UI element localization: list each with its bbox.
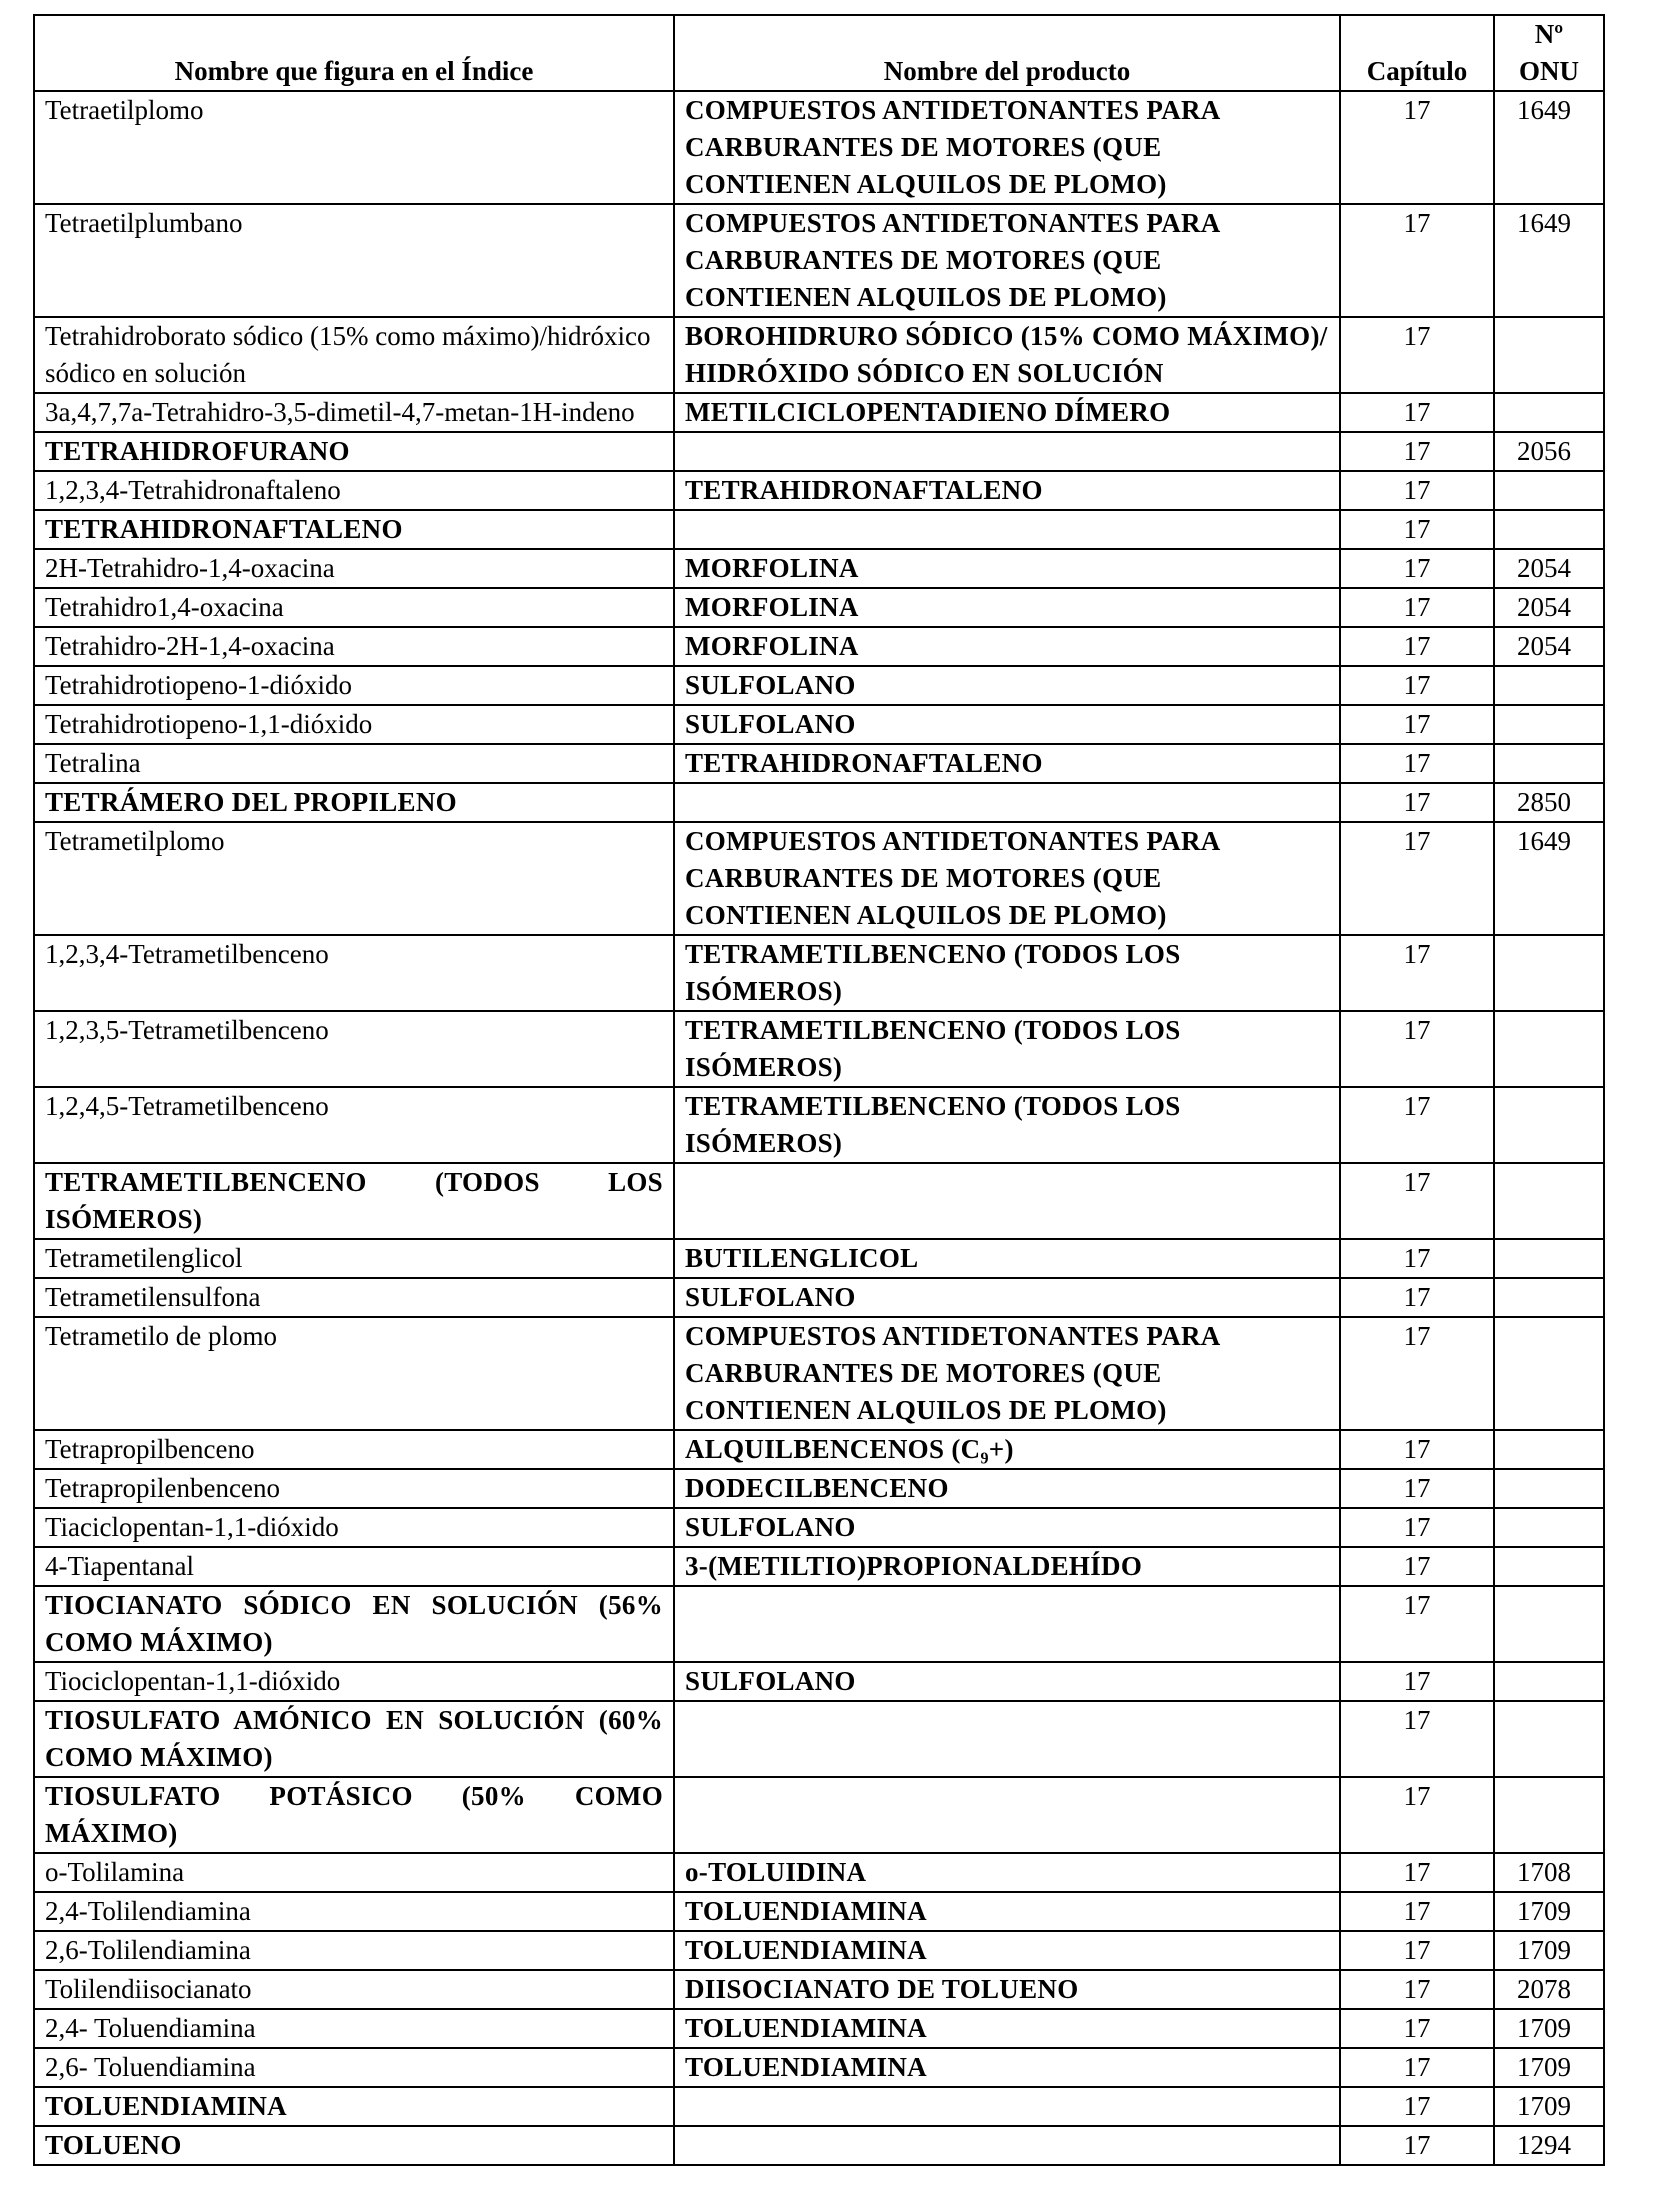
chapter-cell: 17	[1340, 822, 1494, 935]
un-number-cell: 2078	[1494, 1970, 1604, 2009]
un-number-cell: 2056	[1494, 432, 1604, 471]
chapter-cell: 17	[1340, 549, 1494, 588]
header-chapter: Capítulo	[1340, 15, 1494, 91]
chapter-cell: 17	[1340, 1163, 1494, 1239]
index-name-cell: Tiaciclopentan-1,1-dióxido	[34, 1508, 674, 1547]
un-number-cell	[1494, 1278, 1604, 1317]
index-name-cell: TOLUENDIAMINA	[34, 2087, 674, 2126]
index-name-cell: Tetraetilplumbano	[34, 204, 674, 317]
index-name-cell: 1,2,4,5-Tetrametilbenceno	[34, 1087, 674, 1163]
index-name-cell: Tetrametilensulfona	[34, 1278, 674, 1317]
un-number-cell	[1494, 1163, 1604, 1239]
table-row	[34, 2087, 1604, 2126]
table-row	[34, 705, 1604, 744]
un-number-cell: 1709	[1494, 1892, 1604, 1931]
table-row	[34, 666, 1604, 705]
chapter-cell: 17	[1340, 1508, 1494, 1547]
table-row	[34, 1239, 1604, 1278]
index-name-cell: Tetrametilo de plomo	[34, 1317, 674, 1430]
chapter-cell: 17	[1340, 204, 1494, 317]
un-number-cell: 1649	[1494, 822, 1604, 935]
un-number-cell: 1294	[1494, 2126, 1604, 2165]
table-row	[34, 91, 1604, 204]
un-number-cell: 2054	[1494, 549, 1604, 588]
index-name-cell: Tetrahidrotiopeno-1-dióxido	[34, 666, 674, 705]
table-row	[34, 204, 1604, 317]
table-row	[34, 822, 1604, 935]
table-row	[34, 1011, 1604, 1087]
product-name-cell: COMPUESTOS ANTIDETONANTES PARA CARBURANTES DE MOTORES (QUE CONTIENEN ALQUILOS DE PLOMO)	[674, 822, 1340, 935]
chapter-cell: 17	[1340, 1011, 1494, 1087]
un-number-cell	[1494, 1239, 1604, 1278]
header-product: Nombre del producto	[674, 15, 1340, 91]
un-number-cell	[1494, 744, 1604, 783]
product-name-cell: SULFOLANO	[674, 1662, 1340, 1701]
chapter-cell: 17	[1340, 1931, 1494, 1970]
index-name-cell: TIOSULFATO AMÓNICO EN SOLUCIÓN (60% COMO MÁXIMO)	[34, 1701, 674, 1777]
index-name-cell: o-Tolilamina	[34, 1853, 674, 1892]
product-name-cell: TOLUENDIAMINA	[674, 2048, 1340, 2087]
product-name-cell: SULFOLANO	[674, 1278, 1340, 1317]
index-name-cell: Tetrahidrotiopeno-1,1-dióxido	[34, 705, 674, 744]
table-row	[34, 1547, 1604, 1586]
table-row	[34, 432, 1604, 471]
un-number-cell	[1494, 1430, 1604, 1469]
chapter-cell: 17	[1340, 1469, 1494, 1508]
index-name-cell: 1,2,3,4-Tetrametilbenceno	[34, 935, 674, 1011]
index-name-cell: Tetrahidro-2H-1,4-oxacina	[34, 627, 674, 666]
table-row	[34, 1430, 1604, 1469]
chapter-cell: 17	[1340, 1317, 1494, 1430]
product-name-cell: 3-(METILTIO)PROPIONALDEHÍDO	[674, 1547, 1340, 1586]
table-row	[34, 1662, 1604, 1701]
product-name-cell: COMPUESTOS ANTIDETONANTES PARA CARBURANTES DE MOTORES (QUE CONTIENEN ALQUILOS DE PLOMO)	[674, 204, 1340, 317]
chapter-cell: 17	[1340, 1970, 1494, 2009]
product-name-cell: DODECILBENCENO	[674, 1469, 1340, 1508]
chapter-cell: 17	[1340, 1087, 1494, 1163]
chapter-cell: 17	[1340, 744, 1494, 783]
chapter-cell: 17	[1340, 1278, 1494, 1317]
product-name-cell: BOROHIDRURO SÓDICO (15% COMO MÁXIMO)/ HIDRÓXIDO SÓDICO EN SOLUCIÓN	[674, 317, 1340, 393]
product-name-cell: DIISOCIANATO DE TOLUENO	[674, 1970, 1340, 2009]
index-name-cell: Tetrapropilenbenceno	[34, 1469, 674, 1508]
index-name-cell: Tetrapropilbenceno	[34, 1430, 674, 1469]
chapter-cell: 17	[1340, 1701, 1494, 1777]
table-row	[34, 935, 1604, 1011]
un-number-cell	[1494, 393, 1604, 432]
product-name-cell: SULFOLANO	[674, 666, 1340, 705]
table-row	[34, 1701, 1604, 1777]
chapter-cell: 17	[1340, 705, 1494, 744]
header-index-name: Nombre que figura en el Índice	[34, 15, 674, 91]
table-body	[34, 91, 1604, 2165]
index-name-cell: Tetrahidroborato sódico (15% como máximo)/hidróxico sódico en solución	[34, 317, 674, 393]
un-number-cell: 1649	[1494, 91, 1604, 204]
product-name-cell: TETRAMETILBENCENO (TODOS LOS ISÓMEROS)	[674, 935, 1340, 1011]
index-name-cell: 1,2,3,5-Tetrametilbenceno	[34, 1011, 674, 1087]
chapter-cell: 17	[1340, 935, 1494, 1011]
product-name-cell	[674, 783, 1340, 822]
table-row	[34, 783, 1604, 822]
chapter-cell: 17	[1340, 1892, 1494, 1931]
un-number-cell	[1494, 1317, 1604, 1430]
index-name-cell: Tetrametilplomo	[34, 822, 674, 935]
index-name-cell: Tetralina	[34, 744, 674, 783]
chapter-cell: 17	[1340, 510, 1494, 549]
un-number-cell	[1494, 1662, 1604, 1701]
index-name-cell: 2,6-Tolilendiamina	[34, 1931, 674, 1970]
table-row	[34, 393, 1604, 432]
product-name-cell	[674, 1586, 1340, 1662]
un-number-cell: 1709	[1494, 2048, 1604, 2087]
product-name-cell: ALQUILBENCENOS (C₉+)	[674, 1430, 1340, 1469]
un-number-cell	[1494, 1777, 1604, 1853]
chapter-cell: 17	[1340, 627, 1494, 666]
product-name-cell: TETRAHIDRONAFTALENO	[674, 471, 1340, 510]
product-name-cell	[674, 1163, 1340, 1239]
chemical-index-table	[33, 14, 1605, 2166]
chapter-cell: 17	[1340, 1777, 1494, 1853]
chapter-cell: 17	[1340, 1430, 1494, 1469]
un-number-cell: 2054	[1494, 627, 1604, 666]
product-name-cell: MORFOLINA	[674, 549, 1340, 588]
chapter-cell: 17	[1340, 1547, 1494, 1586]
un-number-cell: 1649	[1494, 204, 1604, 317]
table-row	[34, 1163, 1604, 1239]
un-number-cell	[1494, 471, 1604, 510]
un-number-cell: 1709	[1494, 2087, 1604, 2126]
product-name-cell: TOLUENDIAMINA	[674, 2009, 1340, 2048]
table-row	[34, 1892, 1604, 1931]
table-row	[34, 1931, 1604, 1970]
product-name-cell	[674, 2087, 1340, 2126]
chapter-cell: 17	[1340, 666, 1494, 705]
table-row	[34, 1278, 1604, 1317]
table-row	[34, 510, 1604, 549]
table-row	[34, 1087, 1604, 1163]
header-un-number: Nº ONU	[1494, 15, 1604, 91]
index-name-cell: TETRAHIDROFURANO	[34, 432, 674, 471]
index-name-cell: 2,6- Toluendiamina	[34, 2048, 674, 2087]
table-row	[34, 2048, 1604, 2087]
chapter-cell: 17	[1340, 1662, 1494, 1701]
chapter-cell: 17	[1340, 317, 1494, 393]
un-number-cell	[1494, 1087, 1604, 1163]
un-number-cell: 2850	[1494, 783, 1604, 822]
un-number-cell	[1494, 705, 1604, 744]
chapter-cell: 17	[1340, 1586, 1494, 1662]
table-row	[34, 549, 1604, 588]
product-name-cell: COMPUESTOS ANTIDETONANTES PARA CARBURANTES DE MOTORES (QUE CONTIENEN ALQUILOS DE PLOMO)	[674, 1317, 1340, 1430]
chapter-cell: 17	[1340, 471, 1494, 510]
chapter-cell: 17	[1340, 2126, 1494, 2165]
un-number-cell: 1709	[1494, 1931, 1604, 1970]
index-name-cell: 2H-Tetrahidro-1,4-oxacina	[34, 549, 674, 588]
product-name-cell: TETRAMETILBENCENO (TODOS LOS ISÓMEROS)	[674, 1087, 1340, 1163]
product-name-cell: SULFOLANO	[674, 705, 1340, 744]
header-row	[34, 15, 1604, 91]
chapter-cell: 17	[1340, 2048, 1494, 2087]
table-row	[34, 1777, 1604, 1853]
chapter-cell: 17	[1340, 91, 1494, 204]
un-number-cell: 1708	[1494, 1853, 1604, 1892]
index-name-cell: 2,4- Toluendiamina	[34, 2009, 674, 2048]
un-number-cell: 1709	[1494, 2009, 1604, 2048]
un-number-cell	[1494, 935, 1604, 1011]
un-number-cell	[1494, 510, 1604, 549]
un-number-cell	[1494, 1586, 1604, 1662]
chapter-cell: 17	[1340, 1239, 1494, 1278]
table-row	[34, 2009, 1604, 2048]
chapter-cell: 17	[1340, 1853, 1494, 1892]
index-name-cell: Tolilendiisocianato	[34, 1970, 674, 2009]
index-name-cell: TIOSULFATO POTÁSICO (50% COMO MÁXIMO)	[34, 1777, 674, 1853]
index-name-cell: 2,4-Tolilendiamina	[34, 1892, 674, 1931]
index-name-cell: TETRAHIDRONAFTALENO	[34, 510, 674, 549]
chapter-cell: 17	[1340, 2087, 1494, 2126]
product-name-cell: o-TOLUIDINA	[674, 1853, 1340, 1892]
table-row	[34, 1970, 1604, 2009]
index-name-cell: 4-Tiapentanal	[34, 1547, 674, 1586]
table-row	[34, 1853, 1604, 1892]
product-name-cell: MORFOLINA	[674, 588, 1340, 627]
index-name-cell: TETRÁMERO DEL PROPILENO	[34, 783, 674, 822]
un-number-cell	[1494, 1547, 1604, 1586]
un-number-cell	[1494, 1508, 1604, 1547]
index-name-cell: 3a,4,7,7a-Tetrahidro-3,5-dimetil-4,7-metan-1H-indeno	[34, 393, 674, 432]
index-name-cell: Tetrahidro1,4-oxacina	[34, 588, 674, 627]
product-name-cell	[674, 1777, 1340, 1853]
chapter-cell: 17	[1340, 588, 1494, 627]
table-row	[34, 1469, 1604, 1508]
product-name-cell	[674, 2126, 1340, 2165]
un-number-cell: 2054	[1494, 588, 1604, 627]
product-name-cell: BUTILENGLICOL	[674, 1239, 1340, 1278]
product-name-cell: TETRAHIDRONAFTALENO	[674, 744, 1340, 783]
index-name-cell: TOLUENO	[34, 2126, 674, 2165]
un-number-cell	[1494, 317, 1604, 393]
index-name-cell: Tetrametilenglicol	[34, 1239, 674, 1278]
table-row	[34, 744, 1604, 783]
table-row	[34, 1317, 1604, 1430]
table-row	[34, 588, 1604, 627]
table-row	[34, 317, 1604, 393]
product-name-cell: COMPUESTOS ANTIDETONANTES PARA CARBURANTES DE MOTORES (QUE CONTIENEN ALQUILOS DE PLOMO)	[674, 91, 1340, 204]
product-name-cell: MORFOLINA	[674, 627, 1340, 666]
table-row	[34, 1586, 1604, 1662]
product-name-cell: TOLUENDIAMINA	[674, 1892, 1340, 1931]
index-name-cell: TIOCIANATO SÓDICO EN SOLUCIÓN (56% COMO MÁXIMO)	[34, 1586, 674, 1662]
index-name-cell: TETRAMETILBENCENO (TODOS LOS ISÓMEROS)	[34, 1163, 674, 1239]
index-name-cell: 1,2,3,4-Tetrahidronaftaleno	[34, 471, 674, 510]
table-row	[34, 1508, 1604, 1547]
product-name-cell	[674, 510, 1340, 549]
chapter-cell: 17	[1340, 432, 1494, 471]
product-name-cell: TOLUENDIAMINA	[674, 1931, 1340, 1970]
index-name-cell: Tetraetilplomo	[34, 91, 674, 204]
chapter-cell: 17	[1340, 2009, 1494, 2048]
un-number-cell	[1494, 1469, 1604, 1508]
product-name-cell: METILCICLOPENTADIENO DÍMERO	[674, 393, 1340, 432]
chapter-cell: 17	[1340, 393, 1494, 432]
table-row	[34, 471, 1604, 510]
un-number-cell	[1494, 666, 1604, 705]
product-name-cell	[674, 432, 1340, 471]
product-name-cell: TETRAMETILBENCENO (TODOS LOS ISÓMEROS)	[674, 1011, 1340, 1087]
un-number-cell	[1494, 1011, 1604, 1087]
table-row	[34, 2126, 1604, 2165]
product-name-cell: SULFOLANO	[674, 1508, 1340, 1547]
un-number-cell	[1494, 1701, 1604, 1777]
table-row	[34, 627, 1604, 666]
chapter-cell: 17	[1340, 783, 1494, 822]
index-name-cell: Tiociclopentan-1,1-dióxido	[34, 1662, 674, 1701]
product-name-cell	[674, 1701, 1340, 1777]
